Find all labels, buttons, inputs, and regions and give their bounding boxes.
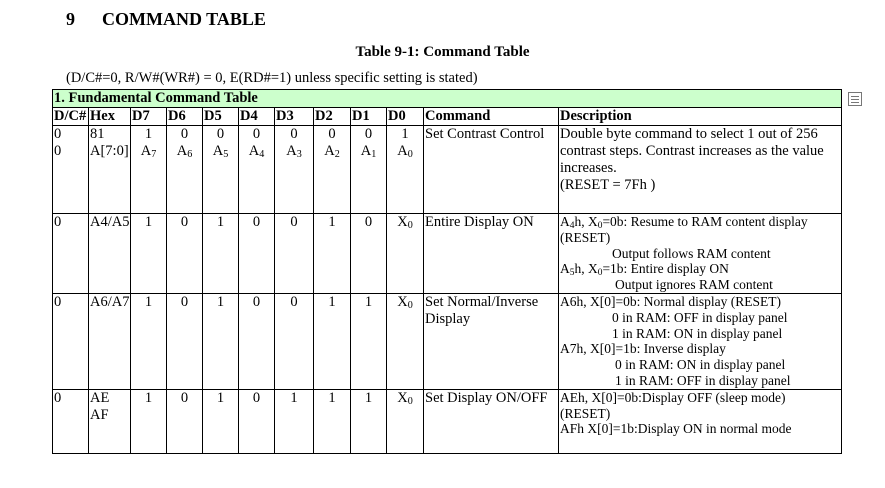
table-caption: Table 9-1: Command Table bbox=[355, 44, 530, 60]
bit-cell-d6: 0 $A_6$ bbox=[167, 126, 203, 214]
bit-cell-d5: 1 bbox=[203, 294, 239, 390]
hex-cell: AE AF bbox=[89, 389, 131, 453]
bit-cell-d6: 0 bbox=[167, 389, 203, 453]
header-d6: D6 bbox=[167, 108, 203, 126]
table-row bbox=[53, 294, 842, 390]
bit-cell-d4: 0 bbox=[239, 389, 275, 453]
hex-cell: A6/A7 bbox=[89, 294, 131, 390]
header-d5: D5 bbox=[203, 108, 239, 126]
section-title: COMMAND TABLE bbox=[102, 9, 266, 29]
description-cell: AEh, X[0]=0b:Display OFF (sleep mode) (RESET) AFh X[0]=1b:Display ON in normal mode bbox=[559, 389, 842, 453]
bit-cell-d5: 0 $A_5$ bbox=[203, 126, 239, 214]
bit-cell-d0: $X_0$ bbox=[387, 214, 424, 294]
bit-cell-d7: 1 bbox=[131, 214, 167, 294]
bit-cell-d3: 0 bbox=[275, 214, 314, 294]
bit-cell-d1: 0 bbox=[351, 214, 387, 294]
bit-cell-d2: 1 bbox=[314, 389, 351, 453]
bit-cell-d4: 0 bbox=[239, 214, 275, 294]
bit-cell-d1: 1 bbox=[351, 294, 387, 390]
bit-cell-d1: 0 $A_1$ bbox=[351, 126, 387, 214]
bit-cell-d7: 1 bbox=[131, 389, 167, 453]
bit-cell-d0: $X_0$ bbox=[387, 389, 424, 453]
bit-cell-d5: 1 bbox=[203, 389, 239, 453]
hex-cell: 81 A[7:0] bbox=[89, 126, 131, 214]
command-cell: Entire Display ON bbox=[424, 214, 559, 294]
header-d4: D4 bbox=[239, 108, 275, 126]
command-table bbox=[52, 89, 842, 454]
header-dc: D/C# bbox=[53, 108, 89, 126]
table-group-band: 1. Fundamental Command Table bbox=[53, 90, 842, 108]
header-d0: D0 bbox=[387, 108, 424, 126]
bit-cell-d0: 1 $A_0$ bbox=[387, 126, 424, 214]
bit-cell-d3: 1 bbox=[275, 389, 314, 453]
table-row bbox=[53, 126, 842, 214]
section-heading bbox=[66, 9, 266, 30]
header-hex: Hex bbox=[89, 108, 131, 126]
bit-cell-d3: 0 $A_3$ bbox=[275, 126, 314, 214]
bit-cell-d7: 1 bbox=[131, 294, 167, 390]
header-d1: D1 bbox=[351, 108, 387, 126]
dc-cell: 0 bbox=[53, 294, 89, 390]
header-command: Command bbox=[424, 108, 559, 126]
hex-cell: A4/A5 bbox=[89, 214, 131, 294]
bit-cell-d4: 0 $A_4$ bbox=[239, 126, 275, 214]
header-d7: D7 bbox=[131, 108, 167, 126]
table-header-row bbox=[53, 108, 842, 126]
dc-cell: 0 0 bbox=[53, 126, 89, 214]
bit-cell-d0: $X_0$ bbox=[387, 294, 424, 390]
header-d2: D2 bbox=[314, 108, 351, 126]
dc-cell: 0 bbox=[53, 214, 89, 294]
table-condition-note: (D/C#=0, R/W#(WR#) = 0, E(RD#=1) unless specific setting is stated) bbox=[66, 70, 478, 86]
dc-cell: 0 bbox=[53, 389, 89, 453]
bit-cell-d1: 1 bbox=[351, 389, 387, 453]
bit-cell-d4: 0 bbox=[239, 294, 275, 390]
section-number: 9 bbox=[66, 9, 75, 29]
command-cell: Set Contrast Control bbox=[424, 126, 559, 214]
command-cell: Set Normal/Inverse Display bbox=[424, 294, 559, 390]
description-cell: $A_4h$, $X_0=0b$: Resume to RAM content display (RESET) Output follows RAM content $A_5h$, $X_0=1b$: Entire display ON Output ignores RAM content bbox=[559, 214, 842, 294]
bit-cell-d2: 0 $A_2$ bbox=[314, 126, 351, 214]
description-cell: Double byte command to select 1 out of 256 contrast steps. Contrast increases as the value increases. (RESET = 7Fh ) bbox=[559, 126, 842, 214]
bit-cell-d5: 1 bbox=[203, 214, 239, 294]
bit-cell-d2: 1 bbox=[314, 294, 351, 390]
command-cell: Set Display ON/OFF bbox=[424, 389, 559, 453]
description-cell: A6h, X[0]=0b: Normal display (RESET) 0 in RAM: OFF in display panel 1 in RAM: ON in display panel A7h, X[0]=1b: Inverse display 0 in RAM: ON in display panel 1 in RAM: OFF in display panel bbox=[559, 294, 842, 390]
bit-cell-d6: 0 bbox=[167, 214, 203, 294]
bit-cell-d7: 1 $A_7$ bbox=[131, 126, 167, 214]
table-row bbox=[53, 389, 842, 453]
bit-cell-d2: 1 bbox=[314, 214, 351, 294]
table-row bbox=[53, 214, 842, 294]
bit-cell-d3: 0 bbox=[275, 294, 314, 390]
bit-cell-d6: 0 bbox=[167, 294, 203, 390]
document-outline-icon[interactable] bbox=[848, 92, 862, 106]
header-d3: D3 bbox=[275, 108, 314, 126]
header-description: Description bbox=[559, 108, 842, 126]
